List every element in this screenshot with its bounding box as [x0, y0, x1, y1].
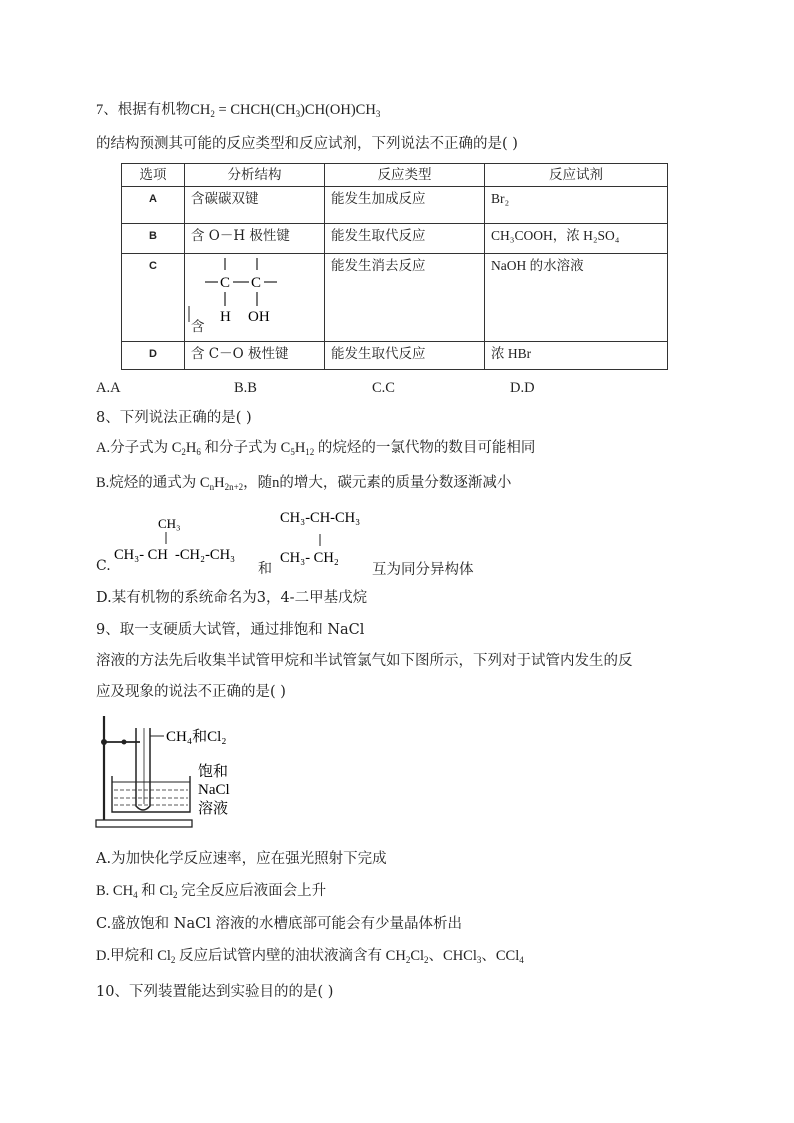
row-structure-cell	[185, 254, 325, 342]
row-key: D	[122, 342, 185, 370]
q9-option-d[interactable]: D.甲烷和 $Cl_2$ 反应后试管内壁的油状液滴含有 $CH_2Cl_2$、CHCl$_3$、CCl$_4$	[96, 948, 524, 965]
row-reagent: CH₃COOH，浓 H₂SO₄	[485, 224, 668, 254]
q8-option-c-prefix: C.	[96, 558, 111, 574]
q7-formula: $CH_2$ = $CHCH(CH_3)CH(OH)CH_3$	[190, 102, 381, 119]
left-top-methyl: CH₃	[158, 516, 181, 531]
header-type: 反应类型	[325, 164, 485, 187]
row-type: 能发生消去反应	[325, 254, 485, 342]
hydrogen-label: H	[220, 309, 231, 325]
q8-left-structure	[114, 506, 274, 576]
q8-option-b[interactable]: B.烷烃的通式为 $C_nH_{2n+2}$，随n的增大，碳元素的质量分数逐渐减小	[96, 475, 512, 492]
left-main-chain: CH₃- CH -CH₂-CH₃	[114, 547, 236, 563]
row-structure: 含 C－O 极性键	[185, 342, 325, 370]
row-reagent: 浓 HBr	[485, 342, 668, 370]
q8-stem: 8、下列说法正确的是( )	[96, 410, 252, 426]
q9-stem-line2: 溶液的方法先后收集半试管甲烷和半试管氯气如下图所示，下列对于试管内发生的反	[96, 653, 633, 669]
table-header-row	[122, 164, 668, 187]
q8-option-a[interactable]: A.分子式为 $C_2H_6$ 和分子式为 $C_5H_{12}$ 的烷烃的一氯代物的数目可能相同	[96, 440, 536, 457]
row-reagent: Br₂	[485, 187, 668, 224]
q7-stem-prefix: 7、根据有机物	[96, 102, 191, 118]
hydroxyl-label: OH	[248, 309, 270, 325]
stand-base	[96, 820, 192, 827]
q8-option-c[interactable]	[96, 506, 516, 576]
q9-apparatus-figure	[94, 714, 284, 832]
right-bottom-chain: CH₃- CH₂	[280, 550, 339, 566]
row-key: A	[122, 187, 185, 224]
q10-stem: 10、下列装置能达到实验目的的是( )	[96, 984, 334, 1000]
header-reagent: 反应试剂	[485, 164, 668, 187]
solution-label-3: 溶液	[198, 801, 229, 817]
carbon-right-label: C	[251, 275, 262, 291]
q9-option-c[interactable]: C.盛放饱和 NaCl 溶液的水槽底部可能会有少量晶体析出	[96, 916, 462, 932]
row-reagent: NaOH 的水溶液	[485, 254, 668, 342]
right-top-chain: CH₃-CH-CH₃	[280, 510, 361, 526]
table-row	[122, 224, 668, 254]
q7-option-b[interactable]: B.B	[234, 380, 257, 396]
row-structure: 含碳碳双键	[185, 187, 325, 224]
carbon-left-label: C	[220, 275, 231, 291]
q8-option-c-suffix: 互为同分异构体	[372, 562, 474, 578]
gas-label: CH₄和Cl₂	[166, 729, 227, 745]
row-structure: 含	[191, 319, 205, 335]
q7-table	[121, 163, 668, 370]
q9-stem-line1: 9、取一支硬质大试管，通过排饱和 NaCl	[96, 622, 365, 638]
row-type: 能发生取代反应	[325, 224, 485, 254]
table-row	[122, 187, 668, 224]
row-type: 能发生取代反应	[325, 342, 485, 370]
row-structure: 含 O－H 极性键	[185, 224, 325, 254]
header-option: 选项	[122, 164, 185, 187]
q9-option-b[interactable]: B. $CH_4$ 和 $Cl_2$ 完全反应后液面会上升	[96, 883, 327, 900]
solution-label-1: 饱和	[198, 764, 229, 780]
header-structure: 分析结构	[185, 164, 325, 187]
row-type: 能发生加成反应	[325, 187, 485, 224]
q7-option-a[interactable]: A.A	[96, 380, 121, 396]
q7-option-d[interactable]: D.D	[510, 380, 535, 396]
q7-options	[96, 378, 656, 398]
q8-option-c-and: 和	[258, 561, 272, 577]
q9-option-a[interactable]: A.为加快化学反应速率，应在强光照射下完成	[96, 851, 387, 867]
q8-option-d[interactable]: D.某有机物的系统命名为3，4-二甲基戊烷	[96, 590, 368, 606]
row-key: B	[122, 224, 185, 254]
q7-option-c[interactable]: C.C	[372, 380, 395, 396]
solution-label-2: NaCl	[198, 782, 230, 798]
table-row	[122, 342, 668, 370]
q7-stem	[96, 100, 380, 120]
row-key: C	[122, 254, 185, 342]
table-row	[122, 254, 668, 342]
q9-stem-line3: 应及现象的说法不正确的是( )	[96, 684, 286, 700]
q7-stem-line2: 的结构预测其可能的反应类型和反应试剂，下列说法不正确的是( )	[96, 136, 518, 152]
